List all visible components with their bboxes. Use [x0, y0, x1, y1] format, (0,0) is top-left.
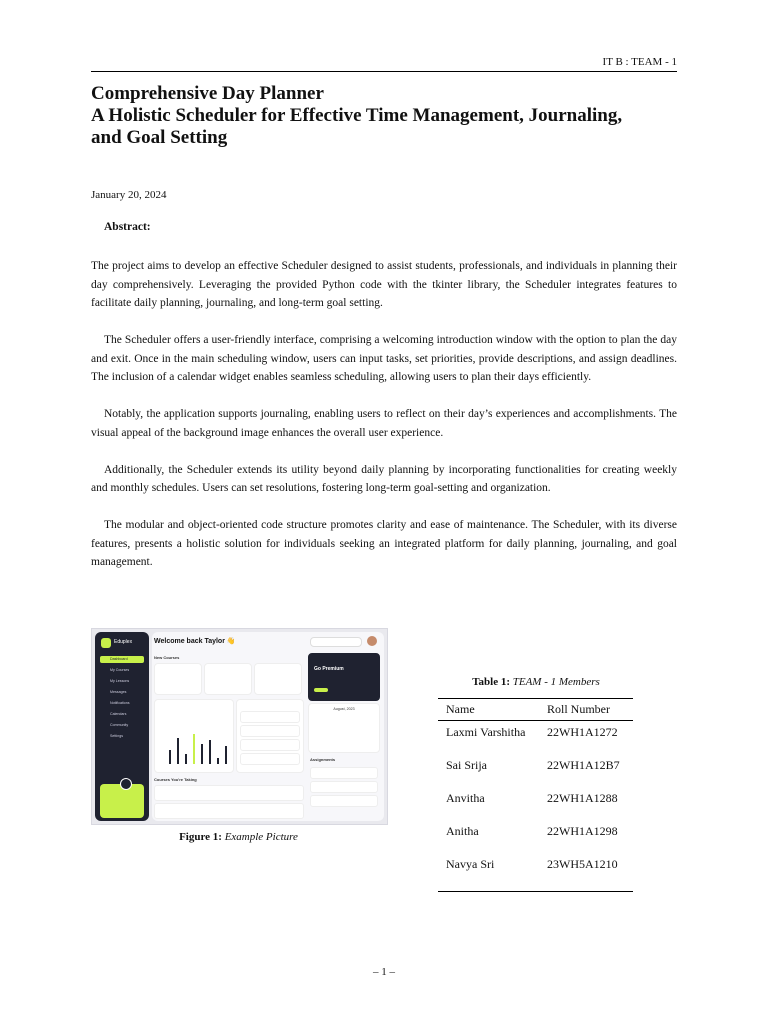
title-line-1: Comprehensive Day Planner [91, 83, 324, 104]
premium-title: Go Premium [314, 666, 344, 672]
schedule-item [240, 711, 300, 723]
dashboard-welcome: Welcome back Taylor 👋 [154, 638, 236, 645]
course-row [154, 785, 304, 801]
schedule-item [240, 753, 300, 765]
table-cell-roll: 22WH1A1298 [547, 824, 618, 838]
hours-activity-card [154, 699, 234, 773]
calendar-card [308, 703, 380, 753]
assignment-item [310, 767, 378, 779]
table-cell-roll: 22WH1A1288 [547, 791, 618, 805]
dashboard-search [310, 637, 362, 647]
promo-card [100, 784, 144, 818]
table-cell-name: Anvitha [446, 791, 485, 805]
dashboard-screenshot [92, 629, 387, 824]
table-cell-name: Anitha [446, 824, 479, 838]
sidebar-item-notifications: Notifications [110, 701, 130, 705]
abstract-body [91, 257, 677, 590]
schedule-item [240, 725, 300, 737]
paper-title [91, 83, 691, 149]
figure-label: Figure 1: [179, 831, 222, 843]
paper-date: January 20, 2024 [91, 189, 167, 201]
course-card [204, 663, 252, 695]
course-card [154, 663, 202, 695]
sidebar-item-settings: Settings [110, 734, 123, 738]
courses-taking-label: Courses You're Taking [154, 777, 197, 782]
app-logo-icon [101, 638, 111, 648]
sidebar-item-courses: My Courses [110, 668, 130, 672]
table-1-caption [438, 676, 634, 688]
title-line-3: and Goal Setting [91, 127, 228, 148]
chart-bar-highlight [193, 734, 195, 764]
table-header-name: Name [446, 702, 475, 716]
promo-icon [120, 778, 132, 790]
sidebar-item-community: Community [110, 723, 129, 727]
table-cell-roll: 23WH5A1210 [547, 857, 618, 871]
hours-chart [167, 724, 229, 764]
figure-1-image [91, 628, 388, 825]
figure-caption-text: Example Picture [224, 831, 298, 843]
abstract-paragraph-1: The project aims to develop an effective Scheduler designed to assist students, professionals, and individuals in planning their day comprehensively. Leveraging the provided Python code with the tkinter library, the Scheduler integrates features to facilitate daily planning, journaling, and long-term goal setting. [91, 260, 677, 309]
assignment-item [310, 781, 378, 793]
table-header-roll: Roll Number [547, 702, 610, 716]
course-card [254, 663, 302, 695]
chart-bar [177, 738, 179, 764]
chart-bar [225, 746, 227, 764]
table-cell-roll: 22WH1A1272 [547, 725, 618, 739]
table-cell-name: Navya Sri [446, 857, 495, 871]
premium-button [314, 688, 328, 692]
figure-1-caption [91, 831, 386, 843]
calendar-month: August, 2023 [333, 707, 355, 711]
sidebar-item-messages: Messages [110, 690, 127, 694]
table-cell-name: Laxmi Varshitha [446, 725, 526, 739]
dashboard-sidebar [95, 632, 149, 821]
chart-bar [209, 740, 211, 764]
abstract-paragraph-4: Additionally, the Scheduler extends its utility beyond daily planning by incorporating functionalities for creating weekly and monthly schedules. Users can set resolutions, fostering long-term goal-setting and organization. [91, 463, 677, 494]
table-bottom-rule [438, 891, 633, 892]
abstract-paragraph-5: The modular and object-oriented code structure promotes clarity and ease of maintenance. The Scheduler, with its diverse features, presents a holistic solution for individuals seeking an integrated platform for daily planning, journaling, and goal management. [91, 519, 677, 568]
new-courses-label: New Courses [154, 655, 180, 660]
assignment-item [310, 795, 378, 807]
course-row [154, 803, 304, 819]
header-rule [91, 71, 677, 72]
premium-card [308, 653, 380, 701]
sidebar-item-lessons: My Lessons [110, 679, 130, 683]
table-cell-roll: 22WH1A12B7 [547, 758, 620, 772]
assignments-label: Assignments [310, 757, 336, 762]
avatar [367, 636, 377, 646]
chart-bar [201, 744, 203, 764]
table-top-rule [438, 698, 633, 699]
table-header-rule [438, 720, 633, 721]
chart-bar [169, 750, 171, 764]
abstract-label: Abstract: [104, 221, 151, 233]
abstract-paragraph-2: The Scheduler offers a user-friendly interface, comprising a welcoming introduction window with the option to plan the day and exit. Once in the main scheduling window, users can input tasks, set priorities, provide descriptions, and assign deadlines. The inclusion of a calendar widget enables seamless scheduling, allowing users to plan their days efficiently. [91, 334, 677, 383]
table-caption-text: TEAM - 1 Members [512, 676, 600, 688]
app-name: Eduplex [114, 639, 133, 645]
sidebar-item-calendars: Calendars [110, 712, 127, 716]
chart-bar [217, 758, 219, 764]
abstract-paragraph-3: Notably, the application supports journaling, enabling users to reflect on their day’s experiences and accomplishments. The visual appeal of the background image enhances the overall user experience. [91, 408, 677, 439]
table-label: Table 1: [472, 676, 510, 688]
page-number: – 1 – [373, 966, 395, 978]
title-line-2: A Holistic Scheduler for Effective Time Management, Journaling, [91, 105, 623, 126]
chart-bar [185, 754, 187, 764]
sidebar-item-dashboard: Dashboard [100, 656, 144, 663]
running-head: IT B : TEAM - 1 [602, 56, 677, 68]
table-cell-name: Sai Srija [446, 758, 487, 772]
schedule-item [240, 739, 300, 751]
